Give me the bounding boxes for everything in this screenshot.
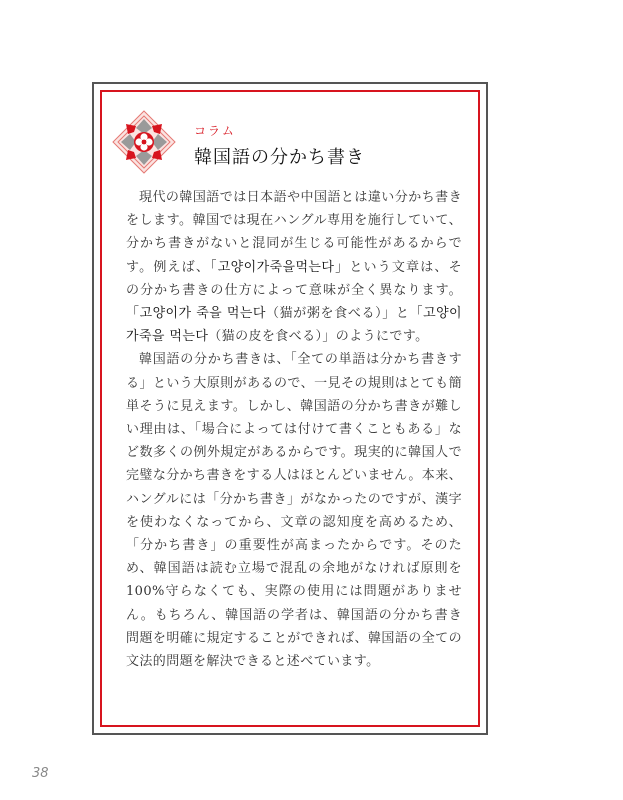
text-run: 現代の韓国語では日本語や中国語とは違い分かち書きをします。韓国では現在ハングル専用を施行していて、分かち書きがないと混同が生じる可能性があるからです。例えば、 (126, 190, 462, 275)
text-run: （猫が粥を食べる）」と (265, 306, 410, 322)
paragraph (126, 348, 462, 673)
column-body (126, 186, 462, 673)
paragraph (126, 186, 462, 348)
text-run: という文章は、その分かち書きの仕方によって意味が全く異なります。 (126, 259, 462, 298)
column-title: 韓国語の分かち書き (194, 147, 365, 168)
korean-example: 「고양이가 죽을 먹는다 (126, 306, 266, 322)
korean-example: 「고양이가죽을먹는다」 (210, 259, 350, 275)
text-run: 韓国語の分かち書きは、「全ての単語は分かち書きする」という大原則があるので、一見その規則はとても簡単そうに見えます。しかし、韓国語の分かち書きが難しい理由は、「場合によっては付けて書くこともある」など数多くの例外規定があるからです。現実的に韓国人で完璧な分かち書きをする人はほとんどいません。本来、ハングルには「分かち書き」がなかったのですが、漢字を使わなくなってから、文章の認知度を高めるため、「分かち書き」の重要性が高まったからです。そのため、韓国語は読む立場で混乱の余地がなければ原則を100%守らなくても、実際の使用には問題がありません。もちろん、韓国語の学者は、韓国語の分かち書き問題を明確に規定することができれば、韓国語の全ての文法的問題を解決できると述べています。 (126, 352, 462, 670)
korean-example: 「고양이 가죽을 먹는다 (126, 306, 463, 345)
page-number: 38 (32, 766, 49, 781)
text-run: （猫の皮を食べる）」のようにです。 (208, 329, 429, 345)
column-label: コラム (194, 124, 236, 138)
column-emblem-icon (112, 110, 176, 174)
